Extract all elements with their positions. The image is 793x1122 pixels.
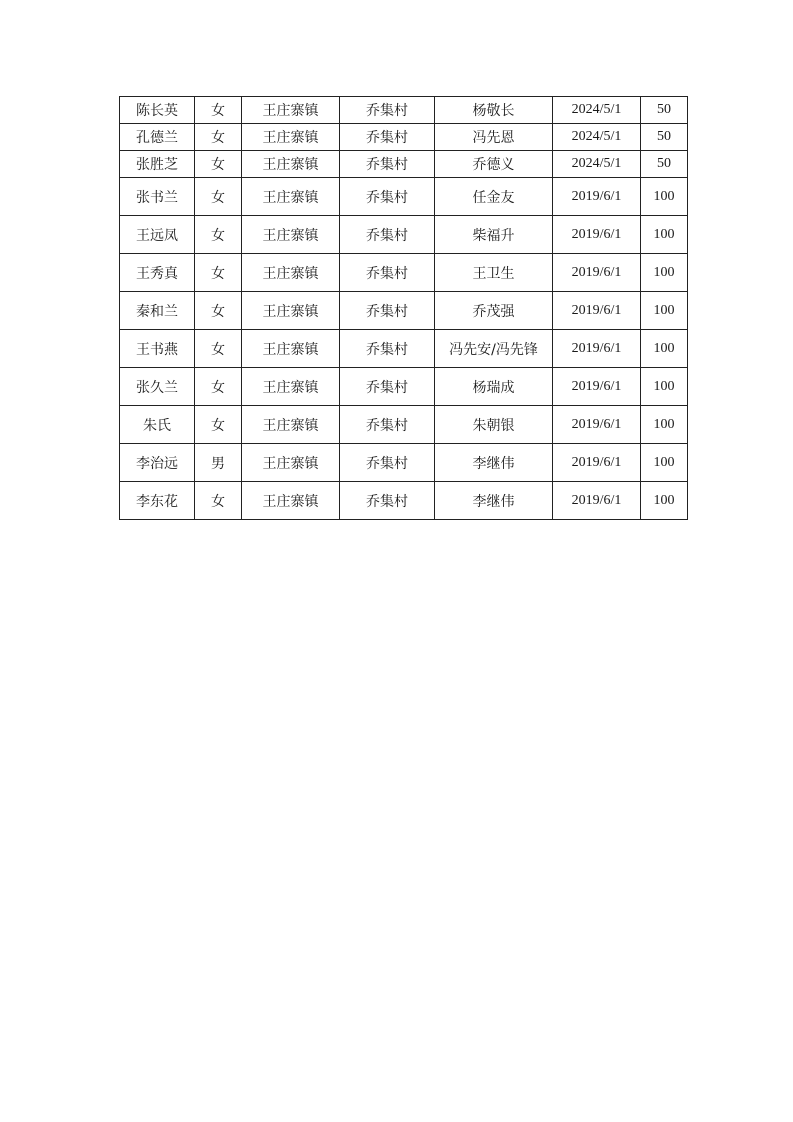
date-cell: 2019/6/1: [553, 254, 641, 292]
table-row: [120, 330, 688, 368]
table-row: [120, 216, 688, 254]
village-cell: 乔集村: [340, 368, 435, 406]
town-cell: 王庄寨镇: [242, 406, 340, 444]
date-cell: 2024/5/1: [553, 97, 641, 124]
village-cell: 乔集村: [340, 151, 435, 178]
date-cell: 2019/6/1: [553, 216, 641, 254]
amount-cell: 50: [641, 151, 688, 178]
gender-cell: 女: [195, 97, 242, 124]
date-cell: 2019/6/1: [553, 178, 641, 216]
date-cell: 2019/6/1: [553, 368, 641, 406]
contact-cell: 杨敬长: [435, 97, 553, 124]
amount-cell: 100: [641, 178, 688, 216]
gender-cell: 女: [195, 406, 242, 444]
date-cell: 2019/6/1: [553, 330, 641, 368]
village-cell: 乔集村: [340, 254, 435, 292]
date-cell: 2019/6/1: [553, 406, 641, 444]
gender-cell: 女: [195, 216, 242, 254]
gender-cell: 男: [195, 444, 242, 482]
amount-cell: 100: [641, 330, 688, 368]
contact-cell: 李继伟: [435, 482, 553, 520]
name-cell: 陈长英: [120, 97, 195, 124]
amount-cell: 50: [641, 124, 688, 151]
amount-cell: 100: [641, 254, 688, 292]
village-cell: 乔集村: [340, 124, 435, 151]
name-cell: 李东花: [120, 482, 195, 520]
contact-cell: 朱朝银: [435, 406, 553, 444]
name-cell: 张久兰: [120, 368, 195, 406]
contact-cell: 乔德义: [435, 151, 553, 178]
town-cell: 王庄寨镇: [242, 368, 340, 406]
amount-cell: 100: [641, 406, 688, 444]
contact-cell: 李继伟: [435, 444, 553, 482]
table-row: [120, 97, 688, 124]
amount-cell: 100: [641, 482, 688, 520]
village-cell: 乔集村: [340, 292, 435, 330]
table-row: [120, 178, 688, 216]
table-row: [120, 368, 688, 406]
date-cell: 2024/5/1: [553, 151, 641, 178]
town-cell: 王庄寨镇: [242, 216, 340, 254]
table-row: [120, 124, 688, 151]
contact-cell: 冯先安/冯先锋: [435, 330, 553, 368]
town-cell: 王庄寨镇: [242, 330, 340, 368]
name-cell: 孔德兰: [120, 124, 195, 151]
amount-cell: 100: [641, 368, 688, 406]
table-row: [120, 292, 688, 330]
register-table: [119, 96, 688, 520]
contact-cell: 乔茂强: [435, 292, 553, 330]
date-cell: 2024/5/1: [553, 124, 641, 151]
town-cell: 王庄寨镇: [242, 482, 340, 520]
gender-cell: 女: [195, 368, 242, 406]
table-row: [120, 151, 688, 178]
town-cell: 王庄寨镇: [242, 292, 340, 330]
town-cell: 王庄寨镇: [242, 178, 340, 216]
amount-cell: 50: [641, 97, 688, 124]
name-cell: 朱氏: [120, 406, 195, 444]
town-cell: 王庄寨镇: [242, 124, 340, 151]
village-cell: 乔集村: [340, 216, 435, 254]
gender-cell: 女: [195, 292, 242, 330]
town-cell: 王庄寨镇: [242, 444, 340, 482]
name-cell: 秦和兰: [120, 292, 195, 330]
contact-cell: 任金友: [435, 178, 553, 216]
gender-cell: 女: [195, 124, 242, 151]
village-cell: 乔集村: [340, 178, 435, 216]
village-cell: 乔集村: [340, 482, 435, 520]
table-row: [120, 482, 688, 520]
amount-cell: 100: [641, 292, 688, 330]
name-cell: 王远凤: [120, 216, 195, 254]
contact-cell: 杨瑞成: [435, 368, 553, 406]
gender-cell: 女: [195, 178, 242, 216]
name-cell: 王书燕: [120, 330, 195, 368]
table-row: [120, 406, 688, 444]
village-cell: 乔集村: [340, 330, 435, 368]
name-cell: 张书兰: [120, 178, 195, 216]
gender-cell: 女: [195, 330, 242, 368]
name-cell: 李治远: [120, 444, 195, 482]
gender-cell: 女: [195, 254, 242, 292]
contact-cell: 王卫生: [435, 254, 553, 292]
gender-cell: 女: [195, 151, 242, 178]
village-cell: 乔集村: [340, 406, 435, 444]
town-cell: 王庄寨镇: [242, 97, 340, 124]
contact-cell: 柴福升: [435, 216, 553, 254]
name-cell: 张胜芝: [120, 151, 195, 178]
name-cell: 王秀真: [120, 254, 195, 292]
gender-cell: 女: [195, 482, 242, 520]
date-cell: 2019/6/1: [553, 292, 641, 330]
date-cell: 2019/6/1: [553, 444, 641, 482]
table-row: [120, 254, 688, 292]
amount-cell: 100: [641, 216, 688, 254]
village-cell: 乔集村: [340, 97, 435, 124]
town-cell: 王庄寨镇: [242, 151, 340, 178]
town-cell: 王庄寨镇: [242, 254, 340, 292]
table-row: [120, 444, 688, 482]
village-cell: 乔集村: [340, 444, 435, 482]
date-cell: 2019/6/1: [553, 482, 641, 520]
amount-cell: 100: [641, 444, 688, 482]
contact-cell: 冯先恩: [435, 124, 553, 151]
